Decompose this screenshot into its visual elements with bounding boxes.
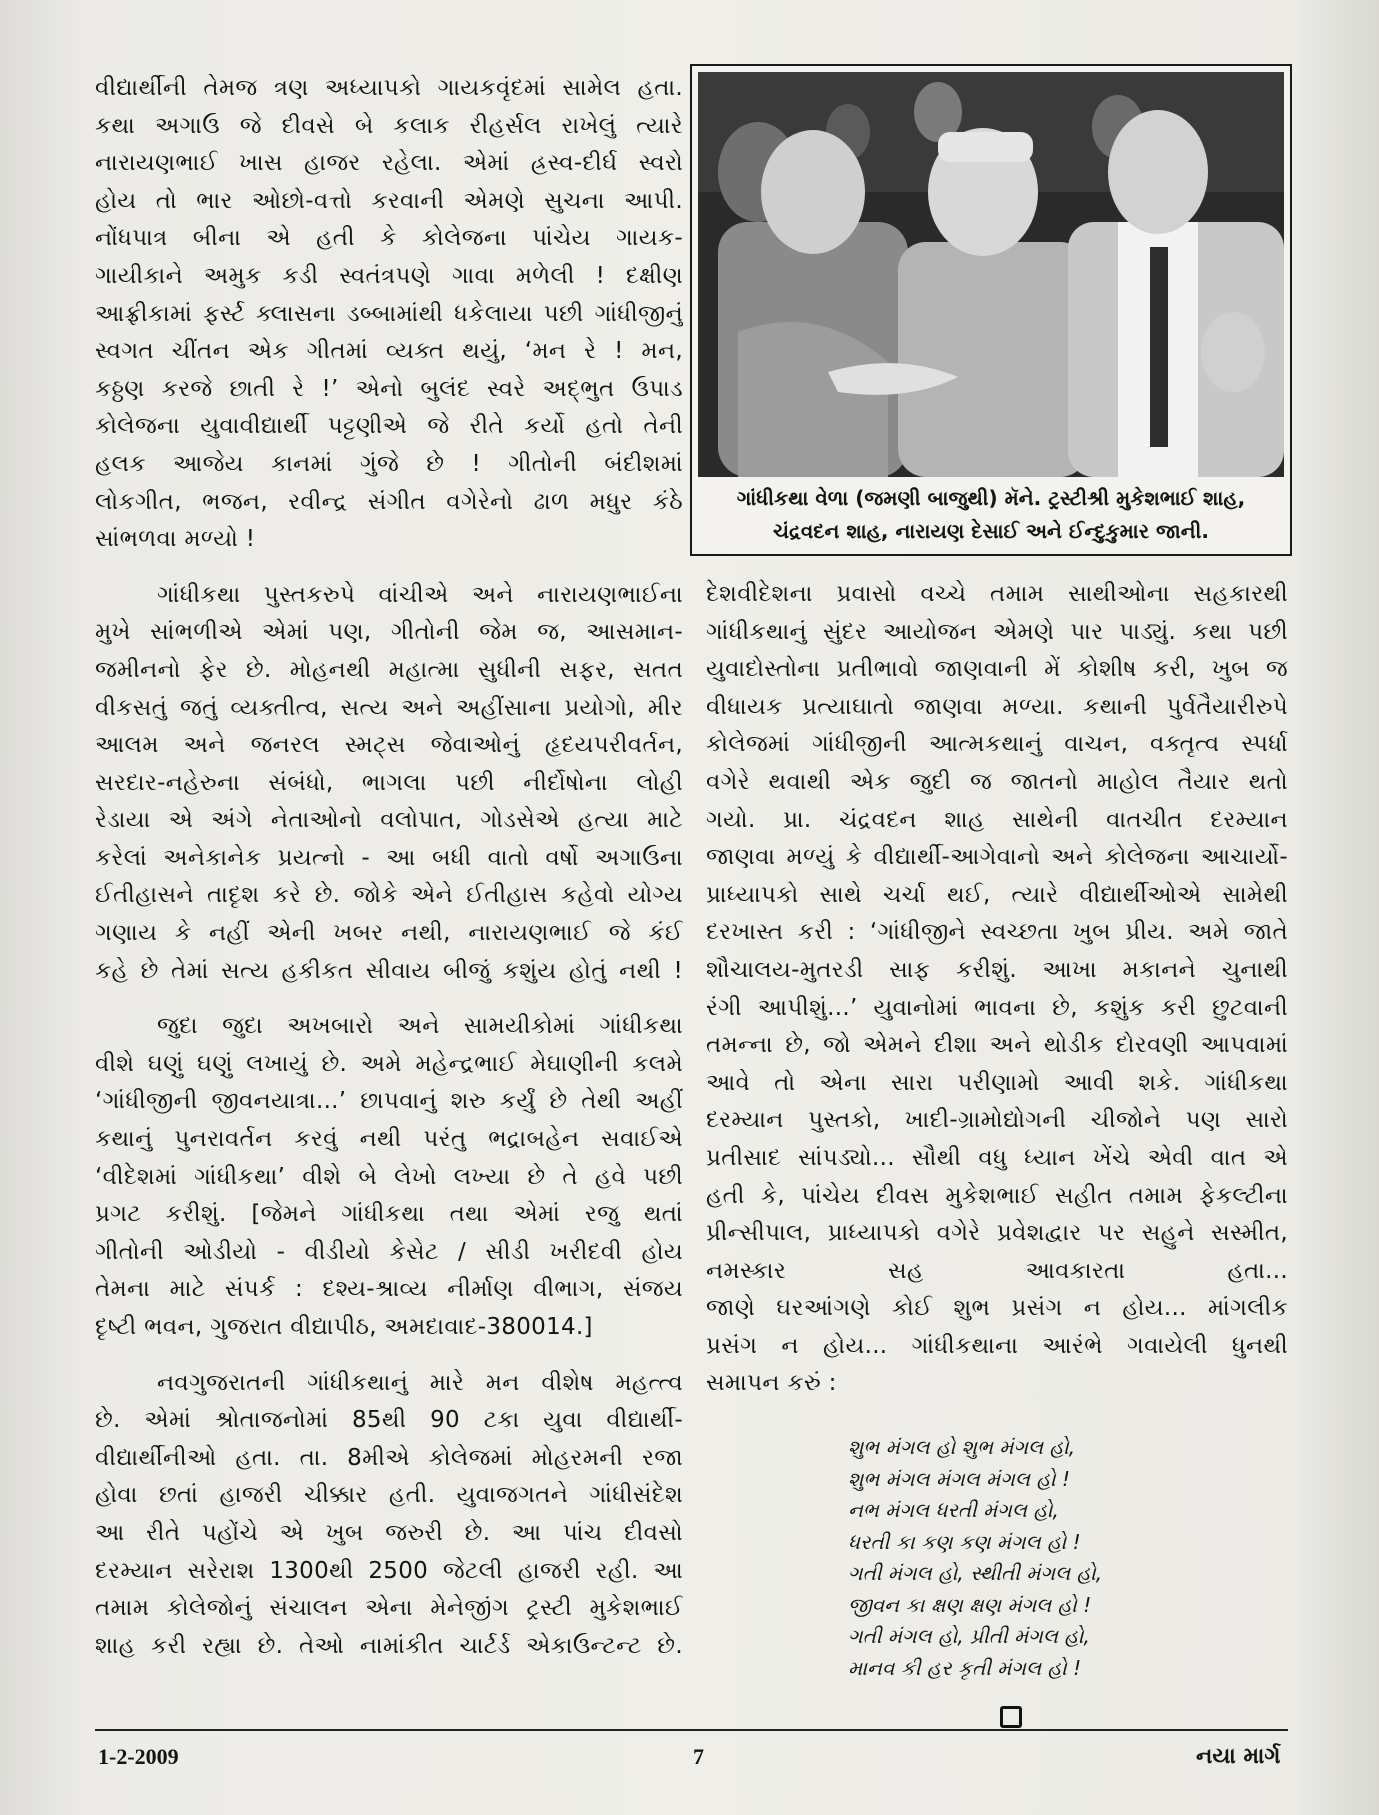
event-photo xyxy=(698,72,1284,477)
text-line: ગણાય કે નહીં એની ખબર નથી, નારાયણભાઈ જે કંઈ xyxy=(95,920,683,947)
text-line: કથાનું પુનરાવર્તન કરવું નથી પરંતુ ભદ્રાબહેન સવાઈએ xyxy=(95,1126,683,1153)
poem xyxy=(848,1432,1178,1684)
text-line: શૌચાલય-મુતરડી સાફ કરીશું. આખા મકાનને ચુનાથી xyxy=(706,956,1288,983)
photo-box xyxy=(690,64,1292,556)
text-line: લોકગીત, ભજન, રવીન્દ્ર સંગીત વગેરેનો ઢાળ મધુર કંઠે xyxy=(95,488,683,515)
photo-caption xyxy=(698,482,1284,548)
text-line: યુવાદોસ્તોના પ્રતીભાવો જાણવાની મેં કોશીષ કરી, ખુબ જ xyxy=(706,656,1288,683)
text-line: પ્રાધ્યાપકો સાથે ચર્ચા થઈ, ત્યારે વીદ્યાર્થીઓએ સામેથી xyxy=(706,881,1288,908)
footer-rule xyxy=(95,1729,1288,1731)
text-line: કઠ્ઠણ કરજે છાતી રે !’ એનો બુલંદ સ્વરે અદ્ભુત ઉપાડ xyxy=(95,375,683,402)
text-line: નવગુજરાતની ગાંધીકથાનું મારે મન વીશેષ મહત્ત્વ xyxy=(157,1369,683,1396)
page-number: 7 xyxy=(693,1744,704,1769)
text-line: કથા અગાઉ જે દીવસે બે કલાક રીહર્સલ રાખેલું ત્યારે xyxy=(95,112,683,139)
text-line: મુખે સાંભળીએ એમાં પણ, ગીતોની જેમ જ, આસમાન- xyxy=(95,619,683,646)
text-line: વીકસતું જતું વ્યક્તીત્વ, સત્ય અને અહીંસાના પ્રયોગો, મીર xyxy=(95,694,683,721)
text-line: શાહ કરી રહ્યા છે. તેઓ નામાંકીત ચાર્ટર્ડ એકાઉન્ટન્ટ છે. xyxy=(95,1632,683,1659)
text-line: પ્રગટ કરીશું. [જેમને ગાંધીકથા તથા એમાં રજુ થતાં xyxy=(95,1201,683,1228)
poem-line: ગતી મંગલ હો, સ્થીતી મંગલ હો, xyxy=(848,1561,1103,1585)
text-line: કોલેજના યુવાવીદ્યાર્થી પટ્ટણીએ જે રીતે કર્યો હતો તેની xyxy=(95,413,683,440)
text-line: જાણે ઘરઆંગણે કોઈ શુભ પ્રસંગ ન હોય... માંગલીક xyxy=(706,1295,1288,1322)
text-line: તમન્ના છે, જો એમને દીશા અને થોડીક દોરવણી આપવામાં xyxy=(706,1032,1288,1059)
text-line: દેશવીદેશના પ્રવાસો વચ્ચે તમામ સાથીઓના સહકારથી xyxy=(706,581,1288,607)
text-line: આ રીતે પહોંચે એ ખુબ જરુરી છે. આ પાંચ દીવસો xyxy=(95,1519,683,1546)
photo-caption-line-2: ચંદ્રવદન શાહ, નારાયણ દેસાઈ અને ઈન્દુકુમાર જાની. xyxy=(773,519,1209,543)
text-line: નમસ્કાર સહ આવકારતા હતા... xyxy=(706,1257,1288,1284)
text-line: સાંભળવા મળ્યો ! xyxy=(95,526,256,553)
magazine-name: નયા માર્ગ xyxy=(1196,1744,1281,1769)
text-line: પ્રીન્સીપાલ, પ્રાધ્યાપકો વગેરે પ્રવેશદ્વાર પર સહુને સસ્મીત, xyxy=(706,1220,1288,1247)
photo-caption-line-1: ગાંધીકથા વેળા (જમણી બાજુથી) મૅને. ટ્રસ્ટીશ્રી મુકેશભાઈ શાહ, xyxy=(736,486,1246,510)
text-line: દરમ્યાન સરેરાશ 1300થી 2500 જેટલી હાજરી રહી. આ xyxy=(95,1557,683,1584)
text-line: ગાંધીકથા પુસ્તકરુપે વાંચીએ અને નારાયણભાઈના xyxy=(157,581,683,608)
poem-line: માનવ કી હર કૃતી મંગલ હો ! xyxy=(848,1655,1082,1680)
text-line: રંગી આપીશું...’ યુવાનોમાં ભાવના છે, કશુંક કરી છુટવાની xyxy=(706,994,1288,1021)
text-line: ગાંધીકથાનું સુંદર આયોજન એમણે પાર પાડ્યું. કથા પછી xyxy=(706,618,1288,645)
text-line: વીશે ઘણું ઘણું લખાયું છે. અમે મહેન્દ્રભાઈ મેઘાણીની કલમે xyxy=(95,1050,683,1077)
text-line: છે. એમાં શ્રોતાજનોમાં 85થી 90 ટકા યુવા વીદ્યાર્થી- xyxy=(95,1407,683,1434)
text-line: હોવા છતાં હાજરી ચીક્કાર હતી. યુવાજગતને ગાંધીસંદેશ xyxy=(95,1482,683,1509)
paragraph-4 xyxy=(95,1365,683,1666)
text-line: રેડાયા એ અંગે નેતાઓનો વલોપાત, ગોડસેએ હત્યા માટે xyxy=(95,807,683,834)
text-line: દરમ્યાન પુસ્તકો, ખાદી-ગ્રામોદ્યોગની ચીજોને પણ સારો xyxy=(706,1107,1288,1134)
poem-line: ધરતી કા કણ કણ મંગલ હો ! xyxy=(848,1529,1081,1554)
text-line: હતી કે, પાંચેય દીવસ મુકેશભાઈ સહીત તમામ ફેકલ્ટીના xyxy=(706,1182,1288,1209)
text-line: આફ્રીકામાં ફર્સ્ટ ક્લાસના ડબ્બામાંથી ધકેલાયા પછી ગાંધીજીનું xyxy=(95,300,683,327)
text-line: દૃષ્ટી ભવન, ગુજરાત વીદ્યાપીઠ, અમદાવાદ-380014.] xyxy=(95,1314,593,1340)
end-of-article-mark xyxy=(1000,1706,1022,1728)
poem-line: શુભ મંગલ મંગલ મંગલ હો ! xyxy=(848,1466,1070,1491)
text-line: વીદ્યાર્થીનીઓ હતા. તા. 8મીએ કોલેજમાં મોહરમની રજા xyxy=(95,1444,683,1471)
text-line: ગાયીકાને અમુક કડી સ્વતંત્રપણે ગાવા મળેલી ! દક્ષીણ xyxy=(95,262,683,289)
text-line: ઈતીહાસને તાદૃશ કરે છે. જોકે એને ઈતીહાસ કહેવો યોગ્ય xyxy=(95,882,683,909)
text-line: દરખાસ્ત કરી : ‘ગાંધીજીને સ્વચ્છતા ખુબ પ્રીય. અમે જાતે xyxy=(706,919,1288,946)
text-line: નોંધપાત્ર બીના એ હતી કે કોલેજના પાંચેય ગાયક- xyxy=(95,225,683,252)
paragraph-3 xyxy=(95,1008,683,1346)
text-line: કોલેજમાં ગાંધીજીની આત્મકથાનું વાચન, વક્તૃત્વ સ્પર્ધા xyxy=(706,731,1288,758)
text-line: ગયો. પ્રા. ચંદ્રવદન શાહ સાથેની વાતચીત દરમ્યાન xyxy=(706,806,1288,833)
text-line: કરેલાં અનેકાનેક પ્રયત્નો - આ બધી વાતો વર્ષો અગાઉના xyxy=(95,844,683,871)
text-line: વીધાયક પ્રત્યાઘાતો જાણવા મળ્યા. કથાની પુર્વતૈયારીરુપે xyxy=(706,693,1288,720)
text-line: સ્વગત ચીંતન એક ગીતમાં વ્યક્ત થયું, ‘મન રે ! મન, xyxy=(95,338,683,365)
text-line: જુદા જુદા અખબારો અને સામયીકોમાં ગાંધીકથા xyxy=(157,1013,683,1040)
text-line: તમામ કોલેજોનું સંચાલન એના મેનેજીંગ ટ્રસ્ટી મુકેશભાઈ xyxy=(95,1595,683,1622)
text-line: પ્રતીસાદ સાંપડ્યો... સૌથી વધુ ધ્યાન ખેંચે એવી વાત એ xyxy=(706,1144,1288,1171)
text-line: ‘વીદેશમાં ગાંધીકથા’ વીશે બે લેખો લખ્યા છે તે હવે પછી xyxy=(95,1163,683,1190)
poem-line: ગતી મંગલ હો, પ્રીતી મંગલ હો, xyxy=(848,1624,1090,1648)
text-line: નારાયણભાઈ ખાસ હાજર રહેલા. એમાં હ્રસ્વ-દીર્ઘ સ્વરો xyxy=(95,150,683,177)
text-line: કહે છે તેમાં સત્ય હકીકત સીવાય બીજું કશુંય હોતું નથી ! xyxy=(95,957,683,984)
poem-line: નભ મંગલ ધરતી મંગલ હો, xyxy=(848,1498,1059,1522)
text-line: આલમ અને જનરલ સ્મટ્સ જેવાઓનું હૃદયપરીવર્તન, xyxy=(95,732,683,759)
text-line: વગેરે થવાથી એક જુદી જ જાતનો માહોલ તૈયાર થતો xyxy=(706,768,1288,795)
left-column xyxy=(95,70,683,1665)
text-line: ‘ગાંધીજીની જીવનયાત્રા...’ છાપવાનું શરુ કર્યું છે તેથી અહીં xyxy=(95,1088,683,1115)
poem-line: જીવન કા ક્ષણ ક્ષણ મંગલ હો ! xyxy=(848,1592,1092,1617)
text-line: હોય તો ભાર ઓછો-વત્તો કરવાની એમણે સુચના આપી. xyxy=(95,187,683,214)
poem-line: શુભ મંગલ હો શુભ મંગલ હો, xyxy=(848,1435,1076,1459)
paragraph-1 xyxy=(95,70,683,559)
footer-date: 1-2-2009 xyxy=(98,1744,179,1769)
text-line: હલક આજેય કાનમાં ગુંજે છે ! ગીતોની બંદીશમાં xyxy=(95,450,683,477)
text-line: સમાપન કરું : xyxy=(706,1370,837,1397)
text-line: વીદ્યાર્થીની તેમજ ત્રણ અધ્યાપકો ગાયકવૃંદમાં સામેલ હતા. xyxy=(95,75,683,101)
text-line: સરદાર-નહેરુના સંબંધો, ભાગલા પછી નીર્દોષોના લોહી xyxy=(95,769,683,796)
right-column xyxy=(706,576,1288,1403)
text-line: આવે તો એના સારા પરીણામો આવી શકે. ગાંધીકથા xyxy=(706,1069,1288,1096)
paragraph-2 xyxy=(95,577,683,991)
text-line: ગીતોની ઓડીયો - વીડીયો કેસેટ / સીડી ખરીદવી હોય xyxy=(95,1238,683,1265)
right-paragraph xyxy=(706,576,1288,1403)
text-line: પ્રસંગ ન હોય... ગાંધીકથાના આરંભે ગવાયેલી ધુનથી xyxy=(706,1332,1288,1359)
text-line: જમીનનો ફેર છે. મોહનથી મહાત્મા સુધીની સફર, સતત xyxy=(95,656,683,683)
text-line: જાણવા મળ્યું કે વીદ્યાર્થી-આગેવાનો અને કોલેજના આચાર્યો- xyxy=(706,844,1288,871)
text-line: તેમના માટે સંપર્ક : દશ્ય-શ્રાવ્ય નીર્માણ વીભાગ, સંજય xyxy=(95,1276,683,1303)
